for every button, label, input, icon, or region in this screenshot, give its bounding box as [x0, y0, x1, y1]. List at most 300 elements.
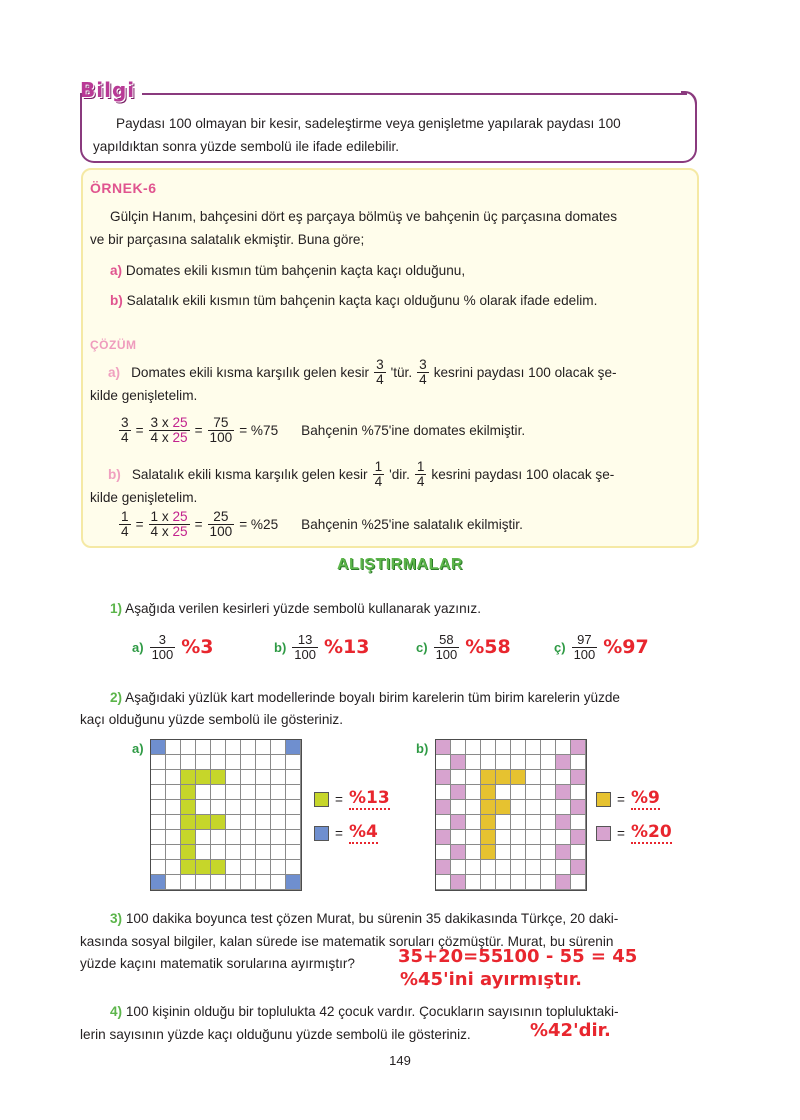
grid-cell: [496, 875, 511, 890]
fraction-numerator: 1: [416, 459, 425, 474]
grid-cell: [541, 845, 556, 860]
grid-cell: [211, 845, 226, 860]
fraction-numerator: 1: [374, 459, 383, 474]
grid-cell: [226, 830, 241, 845]
grid-cell: [151, 785, 166, 800]
cozum-a-pre: Domates ekili kısma karşılık gelen kesir: [131, 365, 370, 381]
grid-cell: [481, 845, 496, 860]
grid-cell: [541, 800, 556, 815]
cozum-b-pre: Salatalık ekili kısma karşılık gelen kesir: [131, 467, 368, 483]
fraction-denominator: 100: [294, 646, 316, 662]
grid-cell: [556, 755, 571, 770]
eq-b-fraction-2: [149, 510, 190, 540]
grid-cell: [466, 785, 481, 800]
grid-cell: [271, 845, 286, 860]
grid-cell: [271, 800, 286, 815]
grid-cell: [496, 785, 511, 800]
equals-sign: =: [617, 825, 625, 841]
grid-b-legend-1: [596, 788, 660, 810]
equals-sign: =: [194, 423, 203, 439]
question-text: 100 kişinin olduğu bir toplulukta 42 çocuk vardır. Çocukların sayısının topluluktaki-: [125, 1004, 619, 1019]
grid-cell: [196, 860, 211, 875]
grid-cell: [481, 800, 496, 815]
question-1-items: [132, 633, 692, 667]
handwritten-answer: %97: [603, 636, 649, 659]
cozum-a-equation: [117, 416, 525, 446]
grid-cell: [451, 740, 466, 755]
fraction-denominator: [149, 524, 190, 539]
cozum-title: ÇÖZÜM: [90, 338, 137, 352]
fraction-denominator: 4: [416, 474, 425, 490]
equals-sign: =: [194, 517, 203, 533]
grid-cell: [271, 875, 286, 890]
grid-cell: [571, 740, 586, 755]
grid-cell: [286, 785, 301, 800]
cozum-b-mid: 'dir.: [389, 467, 410, 483]
grid-cell: [166, 875, 181, 890]
grid-cell: [241, 755, 256, 770]
grid-cell: [286, 770, 301, 785]
grid-cell: [256, 830, 271, 845]
grid-cell: [451, 815, 466, 830]
grid-cell: [151, 845, 166, 860]
question-number: 2): [110, 690, 123, 705]
grid-cell: [556, 845, 571, 860]
grid-cell: [556, 800, 571, 815]
grid-cell: [511, 755, 526, 770]
question-number: 3): [110, 911, 123, 926]
numerator-multiplier: 25: [172, 509, 188, 524]
grid-cell: [151, 815, 166, 830]
grid-cell: [196, 875, 211, 890]
grid-cell: [466, 815, 481, 830]
grid-cell: [556, 740, 571, 755]
grid-cell: [496, 830, 511, 845]
bilgi-text-line1: Paydası 100 olmayan bir kesir, sadeleştirme veya genişletme yapılarak paydası 100: [116, 116, 621, 131]
grid-cell: [256, 845, 271, 860]
grid-cell: [451, 860, 466, 875]
grid-cell: [151, 875, 166, 890]
fraction-denominator: 100: [435, 646, 458, 662]
equation-note: Bahçenin %25'ine salatalık ekilmiştir.: [301, 517, 523, 533]
grid-cell: [241, 815, 256, 830]
question-4-line2: lerin sayısının yüzde kaçı olduğunu yüzde sembolü ile gösteriniz.: [80, 1027, 471, 1042]
ornek-paragraph-line2: ve bir parçasına salatalık ekmiştir. Buna göre;: [90, 232, 365, 247]
grid-cell: [526, 740, 541, 755]
grid-cell: [196, 755, 211, 770]
grid-cell: [241, 770, 256, 785]
grid-cell: [211, 860, 226, 875]
grid-cell: [226, 740, 241, 755]
eq-a-fraction-2: [149, 416, 190, 446]
item-fraction: [434, 633, 460, 661]
cozum-b-equation: [117, 510, 523, 540]
grid-cell: [526, 830, 541, 845]
q1-item-a: [132, 633, 214, 661]
handwritten-answer: %58: [465, 636, 511, 659]
grid-cell: [211, 800, 226, 815]
grid-cell: [436, 815, 451, 830]
grid-cell: [181, 800, 196, 815]
grid-cell: [481, 815, 496, 830]
fraction-denominator: 4: [374, 474, 383, 490]
q1-item-b: [274, 633, 369, 661]
grid-a-legend-2: [314, 822, 378, 844]
grid-cell: [481, 785, 496, 800]
cozum-b-fraction-2: [415, 460, 427, 490]
grid-cell: [196, 770, 211, 785]
question-4-line1: [110, 1004, 619, 1019]
item-label: a): [132, 639, 144, 655]
question-text: Aşağıdaki yüzlük kart modellerinde boyalı birim karelerin tüm birim karelerin yüzde: [125, 690, 620, 705]
grid-cell: [286, 875, 301, 890]
grid-cell: [196, 830, 211, 845]
question-text: 100 dakika boyunca test çözen Murat, bu sürenin 35 dakikasında Türkçe, 20 daki-: [125, 911, 619, 926]
grid-cell: [571, 875, 586, 890]
grid-cell: [241, 785, 256, 800]
grid-cell: [556, 875, 571, 890]
grid-cell: [526, 770, 541, 785]
equation-note: Bahçenin %75'ine domates ekilmiştir.: [301, 423, 526, 439]
grid-cell: [166, 815, 181, 830]
hundred-grid-a: [150, 739, 302, 891]
grid-cell: [496, 860, 511, 875]
grid-cell: [436, 770, 451, 785]
grid-b-label: b): [416, 741, 429, 756]
grid-cell: [166, 845, 181, 860]
grid-cell: [556, 815, 571, 830]
grid-cell: [466, 830, 481, 845]
grid-cell: [571, 815, 586, 830]
cozum-a-line2: kilde genişletelim.: [90, 388, 198, 403]
question-number: 1): [110, 601, 123, 616]
grid-cell: [436, 740, 451, 755]
grid-cell: [211, 770, 226, 785]
grid-cell: [526, 875, 541, 890]
grid-cell: [241, 860, 256, 875]
grid-cell: [571, 830, 586, 845]
handwritten-answer: %3: [181, 636, 214, 659]
grid-cell: [286, 755, 301, 770]
grid-cell: [511, 770, 526, 785]
legend-swatch-green: [314, 792, 329, 807]
grid-cell: [496, 815, 511, 830]
numerator-part: 3 x: [150, 415, 173, 430]
fraction-denominator: 4: [121, 524, 129, 540]
fraction-denominator: 4: [376, 372, 384, 388]
question-2-line1: [110, 690, 620, 705]
grid-cell: [481, 740, 496, 755]
grid-cell: [166, 770, 181, 785]
grid-cell: [166, 830, 181, 845]
grid-cell: [496, 845, 511, 860]
fraction-denominator: 100: [209, 430, 233, 446]
legend-swatch-pink: [596, 826, 611, 841]
legend-swatch-yellow: [596, 792, 611, 807]
handwritten-answer: %13: [348, 788, 390, 808]
grid-cell: [256, 755, 271, 770]
grid-cell: [211, 830, 226, 845]
cozum-a-line1: [108, 358, 617, 388]
grid-cell: [556, 785, 571, 800]
grid-cell: [541, 785, 556, 800]
ornek-item-b-label: b): [110, 293, 123, 308]
equation-result: = %25: [239, 517, 279, 533]
grid-cell: [451, 875, 466, 890]
grid-cell: [511, 740, 526, 755]
grid-cell: [226, 875, 241, 890]
grid-cell: [451, 785, 466, 800]
cozum-a-label: a): [108, 365, 121, 381]
grid-cell: [226, 755, 241, 770]
grid-cell: [541, 815, 556, 830]
grid-cell: [181, 830, 196, 845]
grid-cell: [481, 860, 496, 875]
fraction-numerator: 58: [439, 632, 454, 647]
grid-cell: [556, 770, 571, 785]
grid-cell: [526, 755, 541, 770]
grid-cell: [466, 740, 481, 755]
grid-cell: [466, 755, 481, 770]
grid-cell: [226, 800, 241, 815]
grid-cell: [466, 770, 481, 785]
grid-cell: [271, 860, 286, 875]
grid-cell: [286, 860, 301, 875]
grid-cell: [211, 755, 226, 770]
grid-cell: [286, 815, 301, 830]
grid-cell: [481, 875, 496, 890]
ornek-item-a: [110, 263, 465, 278]
question-3-line3: yüzde kaçını matematik sorularına ayırmıştır?: [80, 956, 355, 971]
grid-cell: [511, 845, 526, 860]
question-3-line1: [110, 911, 618, 926]
fraction-numerator: [149, 510, 190, 524]
grid-cell: [571, 860, 586, 875]
item-label: ç): [554, 639, 566, 655]
grid-cell: [211, 740, 226, 755]
eq-b-fraction-1: [119, 510, 131, 540]
grid-cell: [541, 875, 556, 890]
grid-cell: [241, 800, 256, 815]
fraction-numerator: 13: [297, 632, 313, 647]
fraction-numerator: 3: [158, 632, 167, 647]
fraction-denominator: 100: [573, 646, 596, 662]
cozum-b-line1: [108, 460, 614, 490]
grid-cell: [541, 860, 556, 875]
grid-cell: [151, 755, 166, 770]
fraction-numerator: 3: [376, 357, 384, 372]
grid-cell: [466, 800, 481, 815]
grid-cell: [181, 755, 196, 770]
grid-cell: [226, 770, 241, 785]
item-label: b): [274, 639, 287, 655]
grid-cell: [541, 755, 556, 770]
grid-cell: [496, 800, 511, 815]
grid-cell: [481, 830, 496, 845]
equals-sign: =: [335, 825, 343, 841]
grid-cell: [526, 815, 541, 830]
fraction-denominator: 4: [121, 430, 129, 446]
grid-cell: [511, 815, 526, 830]
grid-cell: [436, 785, 451, 800]
item-label: c): [416, 639, 428, 655]
grid-cell: [256, 800, 271, 815]
cozum-b-fraction: [373, 460, 385, 490]
grid-cell: [211, 875, 226, 890]
grid-cell: [166, 785, 181, 800]
item-fraction: [292, 633, 318, 661]
grid-cell: [511, 800, 526, 815]
grid-cell: [556, 860, 571, 875]
grid-cell: [286, 800, 301, 815]
grid-cell: [256, 875, 271, 890]
ornek-item-a-label: a): [110, 263, 123, 278]
grid-cell: [436, 875, 451, 890]
fraction-numerator: 25: [213, 509, 229, 524]
ornek-paragraph-line1: Gülçin Hanım, bahçesini dört eş parçaya bölmüş ve bahçenin üç parçasına domates: [110, 209, 618, 224]
question-text: Aşağıda verilen kesirleri yüzde sembolü kullanarak yazınız.: [125, 601, 481, 616]
grid-cell: [451, 770, 466, 785]
eq-b-fraction-3: [208, 510, 235, 540]
ornek-item-b: [110, 293, 597, 308]
grid-cell: [241, 845, 256, 860]
fraction-numerator: 3: [419, 357, 427, 372]
grid-cell: [481, 755, 496, 770]
grid-cell: [451, 800, 466, 815]
grid-cell: [166, 860, 181, 875]
cozum-a-mid: 'tür.: [390, 365, 413, 381]
ornek-item-a-text: Domates ekili kısmın tüm bahçenin kaçta kaçı olduğunu,: [125, 263, 466, 278]
cozum-b-line2: kilde genişletelim.: [90, 490, 198, 505]
numerator-multiplier: 25: [172, 415, 188, 430]
grid-cell: [226, 845, 241, 860]
legend-swatch-blue: [314, 826, 329, 841]
grid-cell: [151, 770, 166, 785]
grid-cell: [526, 785, 541, 800]
grid-cell: [151, 830, 166, 845]
grid-cell: [541, 770, 556, 785]
cozum-a-fraction-2: [417, 358, 429, 388]
item-fraction: [572, 633, 598, 661]
handwritten-answer: %20: [630, 822, 672, 842]
grid-cell: [196, 815, 211, 830]
grid-cell: [151, 800, 166, 815]
grid-cell: [466, 845, 481, 860]
grid-cell: [196, 845, 211, 860]
grid-cell: [271, 815, 286, 830]
grid-cell: [436, 755, 451, 770]
q4-answer: %42'dir.: [530, 1020, 611, 1041]
grid-cell: [226, 815, 241, 830]
grid-cell: [226, 860, 241, 875]
denominator-part: 4 x: [150, 430, 173, 446]
grid-cell: [496, 770, 511, 785]
grid-cell: [511, 875, 526, 890]
grid-cell: [571, 755, 586, 770]
grid-cell: [466, 860, 481, 875]
numerator-part: 1 x: [150, 509, 173, 524]
bilgi-text-line2: yapıldıktan sonra yüzde sembolü ile ifade edilebilir.: [93, 139, 400, 154]
grid-cell: [181, 740, 196, 755]
grid-cell: [511, 860, 526, 875]
grid-cell: [526, 845, 541, 860]
grid-cell: [211, 785, 226, 800]
fraction-denominator: 100: [209, 524, 233, 540]
fraction-numerator: 97: [577, 632, 592, 647]
cozum-a-fraction: [374, 358, 386, 388]
grid-cell: [286, 845, 301, 860]
grid-cell: [541, 740, 556, 755]
grid-cell: [181, 770, 196, 785]
grid-cell: [256, 815, 271, 830]
ornek-title: ÖRNEK-6: [90, 180, 157, 196]
grid-cell: [271, 755, 286, 770]
grid-cell: [166, 740, 181, 755]
handwritten-answer: %9: [630, 788, 660, 808]
alistirmalar-title: ALIŞTIRMALAR: [337, 556, 463, 573]
grid-cell: [451, 830, 466, 845]
grid-cell: [496, 740, 511, 755]
grid-cell: [181, 875, 196, 890]
handwritten-answer: %4: [348, 822, 378, 842]
grid-cell: [181, 860, 196, 875]
grid-a-label: a): [132, 741, 144, 756]
equals-sign: =: [135, 517, 144, 533]
grid-cell: [271, 785, 286, 800]
denominator-multiplier: 25: [172, 524, 188, 540]
equals-sign: =: [335, 791, 343, 807]
page-number: 149: [389, 1053, 411, 1068]
grid-a-legend-1: [314, 788, 390, 810]
grid-cell: [286, 740, 301, 755]
grid-cell: [436, 800, 451, 815]
grid-cell: [526, 800, 541, 815]
question-number: 4): [110, 1004, 123, 1019]
denominator-multiplier: 25: [172, 430, 188, 446]
fraction-numerator: 75: [213, 415, 229, 430]
grid-cell: [466, 875, 481, 890]
eq-a-fraction-3: [208, 416, 235, 446]
q1-item-cc: [554, 633, 649, 661]
question-2-line2: kaçı olduğunu yüzde sembolü ile gösteriniz.: [80, 712, 343, 727]
q3-answer-3: %45'ini ayırmıştır.: [400, 969, 582, 990]
grid-cell: [511, 830, 526, 845]
grid-cell: [571, 845, 586, 860]
grid-cell: [166, 755, 181, 770]
grid-cell: [271, 740, 286, 755]
grid-cell: [271, 770, 286, 785]
grid-cell: [436, 845, 451, 860]
grid-cell: [181, 845, 196, 860]
fraction-numerator: [149, 416, 190, 430]
ornek-item-b-text: Salatalık ekili kısmın tüm bahçenin kaçta kaçı olduğunu % olarak ifade edelim.: [126, 293, 598, 308]
grid-cell: [226, 785, 241, 800]
grid-cell: [526, 860, 541, 875]
grid-cell: [181, 815, 196, 830]
grid-cell: [541, 830, 556, 845]
grid-cell: [571, 785, 586, 800]
fraction-numerator: 1: [121, 509, 129, 524]
bilgi-title: Bilgi: [80, 78, 136, 102]
grid-cell: [451, 845, 466, 860]
grid-cell: [256, 860, 271, 875]
grid-cell: [181, 785, 196, 800]
item-fraction: [150, 633, 176, 661]
grid-cell: [496, 755, 511, 770]
handwritten-answer: %13: [323, 636, 370, 659]
q1-item-c: [416, 633, 511, 661]
q3-answer-2: 100 - 55 = 45: [502, 946, 638, 967]
